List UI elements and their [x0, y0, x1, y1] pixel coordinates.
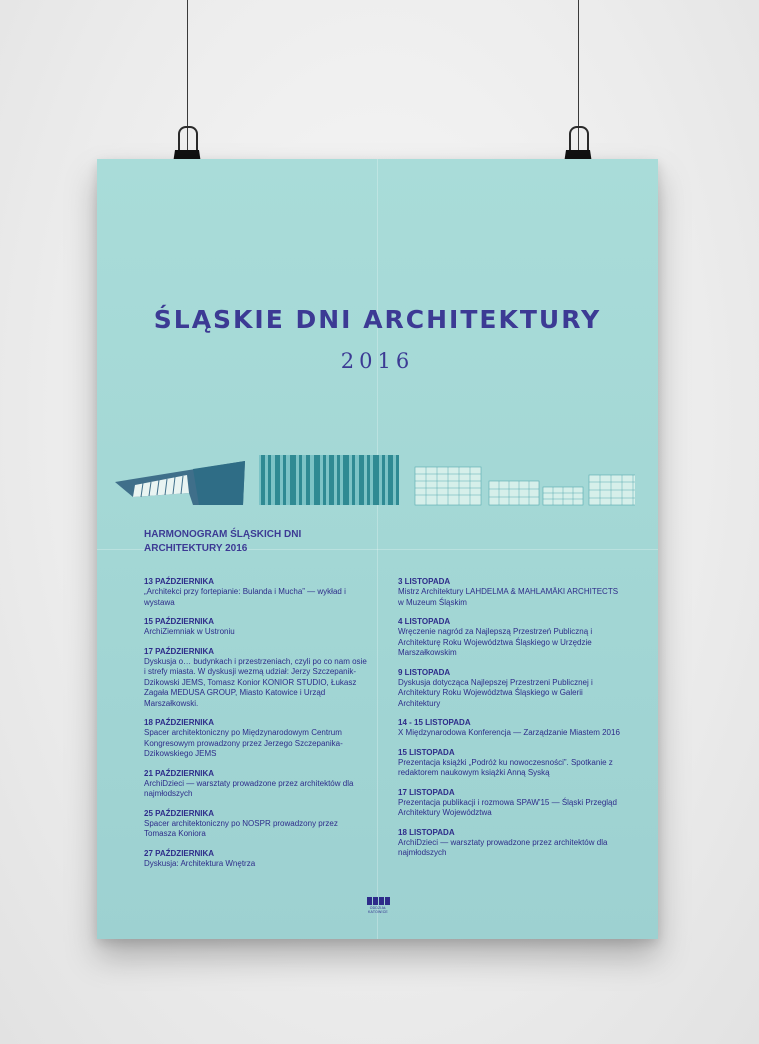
event-date: 18 PAŹDZIERNIKA: [144, 718, 215, 727]
event-item: [144, 617, 369, 638]
event-text: Wręczenie nagród za Najlepszą Przestrzeń Publiczną i Architekturę Roku Województwa Śląskiego w Urzędzie Marszałkowskim: [398, 627, 593, 657]
event-text: Dyskusja dotycząca Najlepszej Przestrzeni Publicznej i Architektury Roku Województwa Śląskiego w Galerii Architektury: [398, 677, 593, 708]
event-date: 15 PAŹDZIERNIKA: [144, 617, 215, 626]
schedule-column-october: [144, 577, 369, 878]
event-text: Spacer architektoniczny po Międzynarodowym Centrum Kongresowym prowadzony przez Jerzego Szczepanika-Dzikowskiego JEMS: [144, 728, 343, 758]
event-date: 17 LISTOPADA: [398, 787, 455, 797]
sarp-logo: [364, 897, 392, 914]
event-text: „Architekci przy fortepianie: Bulanda i Mucha” — wykład i wystawa: [144, 587, 346, 607]
event-item: [144, 809, 369, 840]
event-text: Spacer architektoniczny po NOSPR prowadzony przez Tomasza Koniora: [144, 818, 338, 838]
event-text: Prezentacja publikacji i rozmowa SPAW'15 — Śląski Przegląd Architektury Województwa: [398, 797, 617, 817]
event-date: 3 LISTOPADA: [398, 577, 451, 586]
event-date: 18 LISTOPADA: [398, 827, 455, 837]
event-date: 13 PAŹDZIERNIKA: [144, 577, 215, 586]
event-text: ArchiZiemniak w Ustroniu: [144, 627, 235, 636]
event-item: [144, 718, 369, 760]
event-text: X Międzynarodowa Konferencja — Zarządzanie Miastem 2016: [398, 728, 620, 737]
event-text: Dyskusja: Architektura Wnętrza: [144, 858, 256, 868]
poster-year: 2016: [340, 349, 415, 373]
poster-title: ŚLĄSKIE DNI ARCHITEKTURY: [153, 305, 602, 334]
event-date: 27 PAŹDZIERNIKA: [144, 848, 215, 858]
logo-caption: ODDZIAŁ KATOWICE: [368, 906, 388, 914]
schedule-column-november: [398, 577, 623, 868]
building-nospr-icon: [259, 455, 399, 505]
event-item: [398, 828, 623, 859]
event-text: Mistrz Architektury LAHDELMA & MAHLAMÄKI ARCHITECTS w Muzeum Śląskim: [398, 587, 619, 607]
event-text: ArchiDzieci — warsztaty prowadzone przez architektów dla najmłodszych: [398, 837, 608, 857]
event-item: [398, 617, 623, 659]
event-date: 9 LISTOPADA: [398, 667, 451, 677]
event-item: [398, 668, 623, 710]
buildings-illustration: [115, 449, 635, 509]
event-date: 14 - 15 LISTOPADA: [398, 718, 471, 727]
event-text: ArchiDzieci — warsztaty prowadzone przez architektów dla najmłodszych: [144, 778, 354, 798]
event-item: [398, 577, 623, 608]
event-item: [144, 647, 369, 710]
event-item: [144, 849, 369, 870]
schedule-title: HARMONOGRAM ŚLĄSKICH DNI ARCHITEKTURY 2016: [144, 529, 302, 554]
event-item: [144, 577, 369, 608]
event-item: [398, 718, 623, 739]
event-item: [398, 788, 623, 819]
event-date: 17 PAŹDZIERNIKA: [144, 646, 215, 656]
sarp-logo-icon: [364, 897, 392, 905]
event-date: 15 LISTOPADA: [398, 747, 455, 757]
event-item: [144, 769, 369, 800]
event-item: [398, 748, 623, 779]
event-text: Prezentacja książki „Podróż ku nowoczesności”. Spotkanie z redaktorem naukowym książki Anną Syską: [398, 757, 613, 777]
poster: [97, 159, 658, 939]
event-date: 25 PAŹDZIERNIKA: [144, 808, 215, 818]
event-date: 4 LISTOPADA: [398, 617, 451, 626]
event-date: 21 PAŹDZIERNIKA: [144, 768, 215, 778]
building-spodek-icon: [115, 461, 245, 505]
event-text: Dyskusja o… budynkach i przestrzeniach, czyli po co nam osie i strefy miasta. W dyskusji wezmą udział: Jerzy Szczepanik-Dzikowski JEMS, Tomasz Konior KONIOR STUDIO, Łukasz Zagała MEDUSA GROUP, Miasto Katowice i Urząd Marszałkowski.: [144, 656, 367, 708]
